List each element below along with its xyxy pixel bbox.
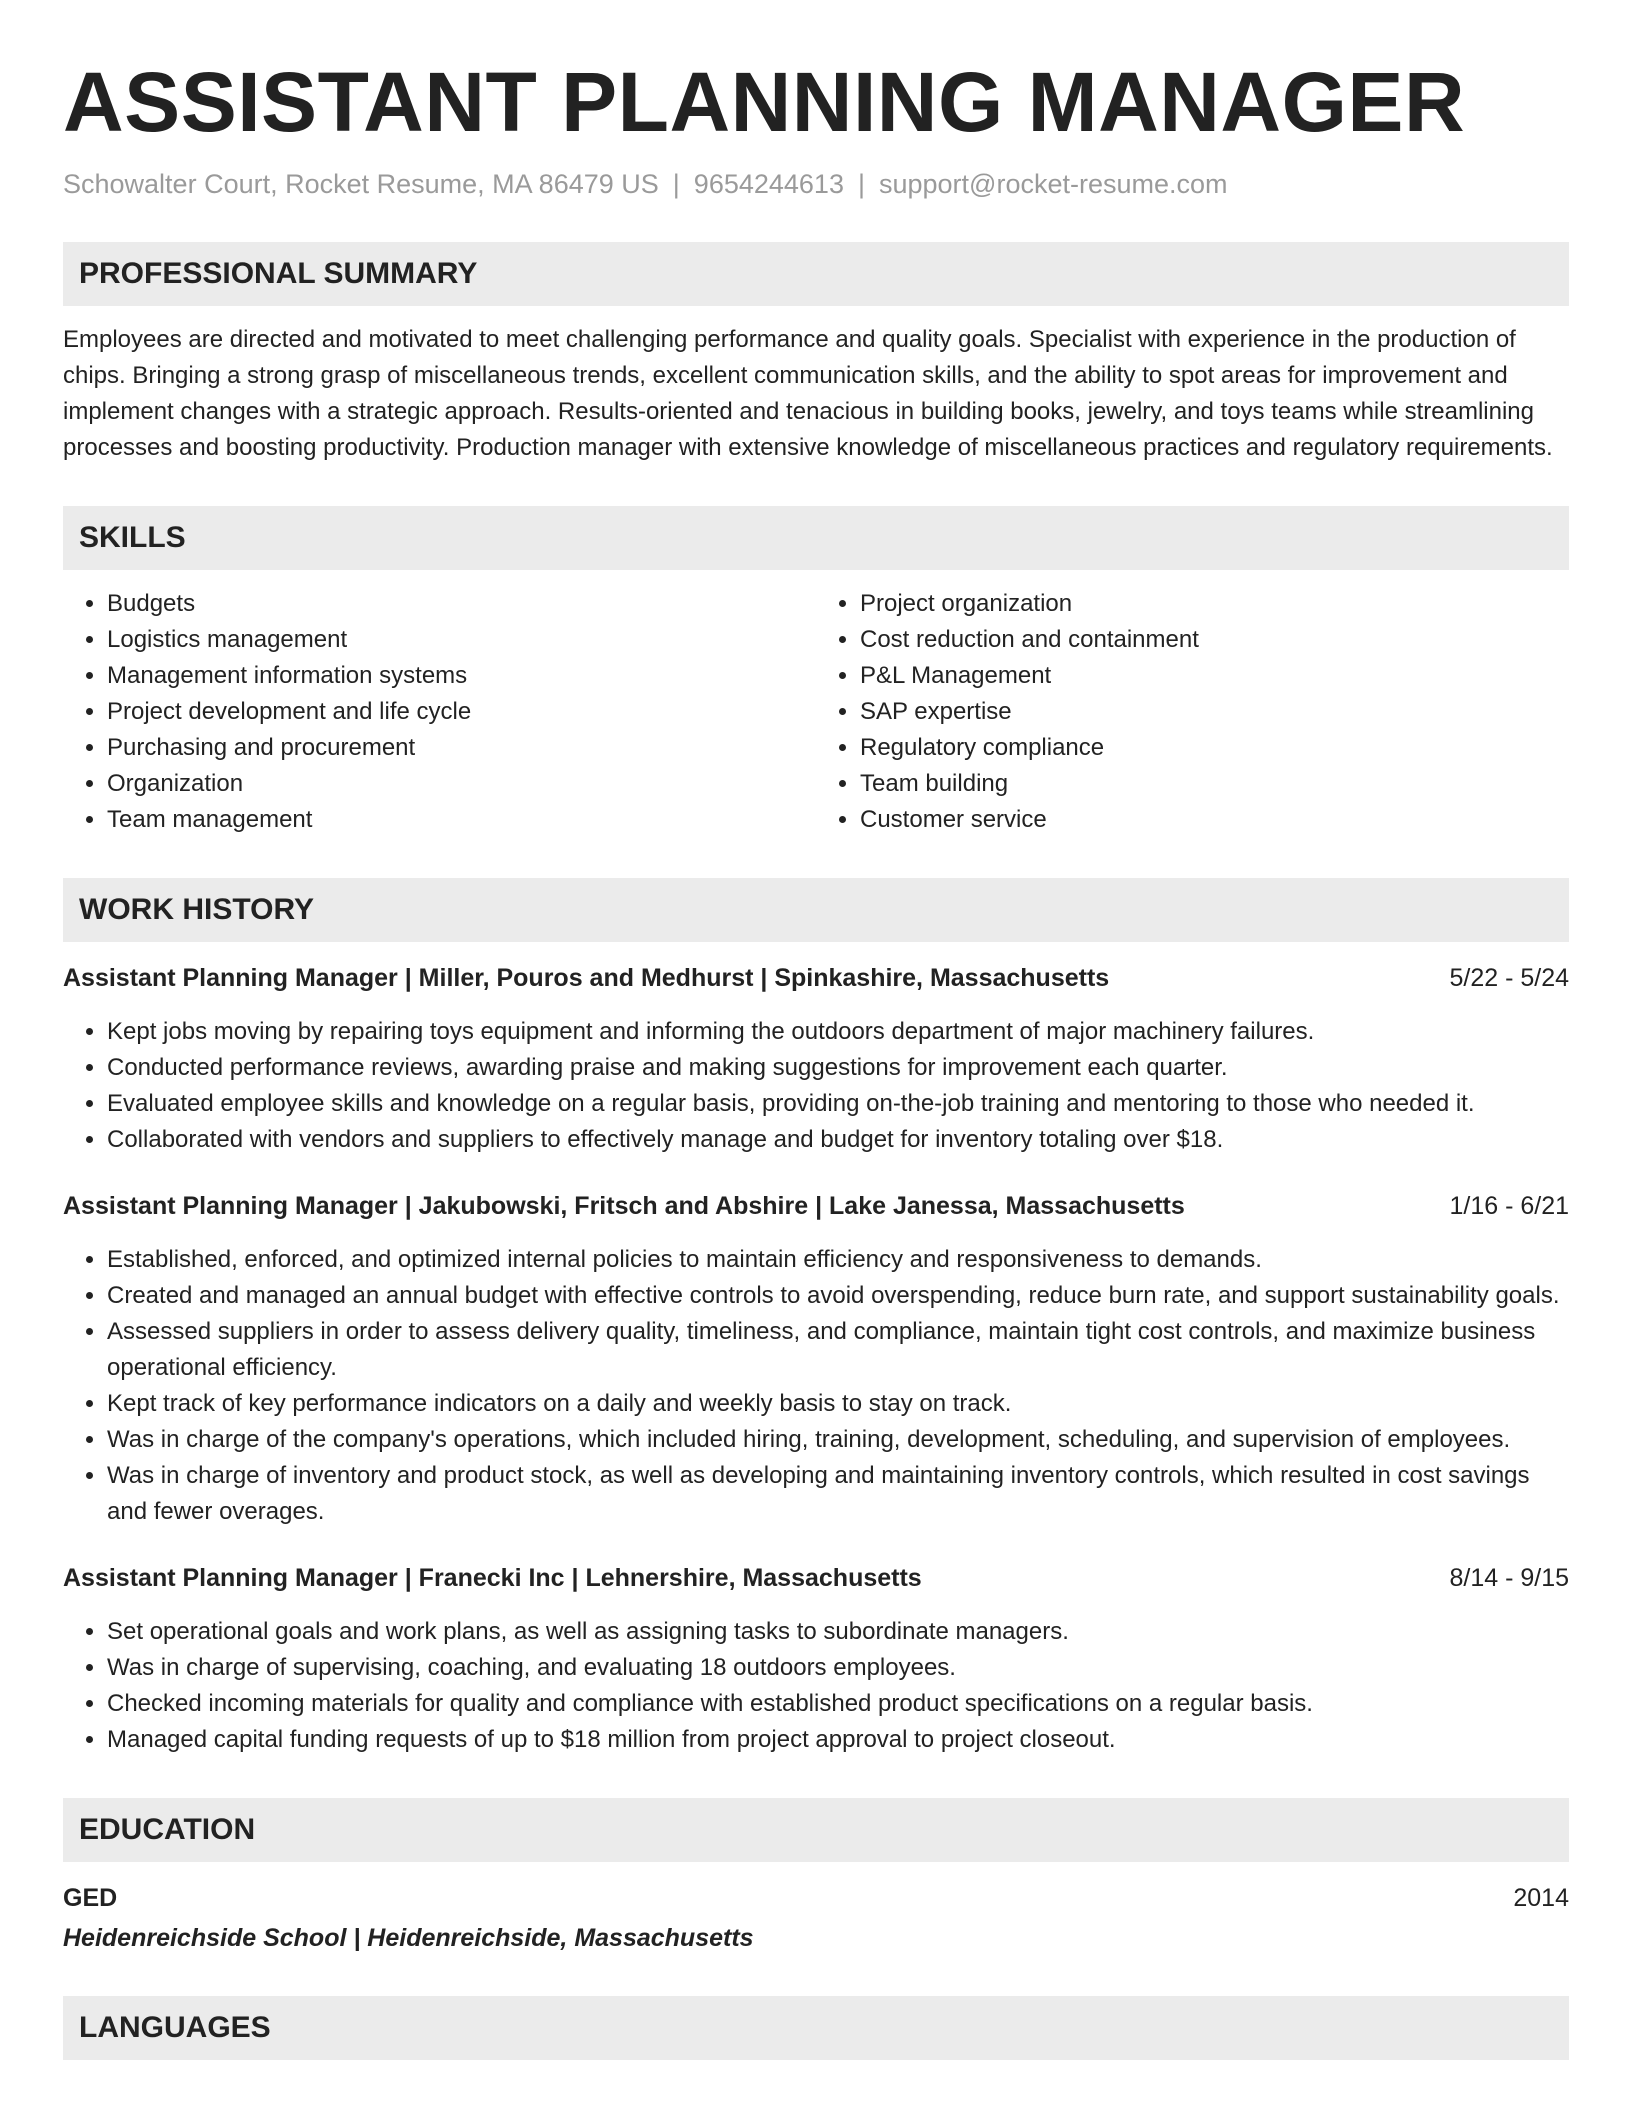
job-header [63, 960, 1569, 996]
job-bullet: • Created and managed an annual budget with effective controls to avoid overspending, reduce burn rate, and support sustainability goals. [107, 1278, 1569, 1314]
section-header-summary: PROFESSIONAL SUMMARY [63, 242, 1569, 306]
contact-separator: | [672, 169, 680, 199]
skills-column-left [63, 586, 816, 838]
skill-item: • Customer service [860, 802, 1569, 838]
job-bullets [63, 1242, 1569, 1530]
job-header [63, 1188, 1569, 1224]
skill-item: • Organization [107, 766, 816, 802]
job-bullets [63, 1014, 1569, 1158]
job-bullet: • Conducted performance reviews, awarding praise and making suggestions for improvement each quarter. [107, 1050, 1569, 1086]
education-school: Heidenreichside School | Heidenreichside, Massachusetts [63, 1924, 754, 1952]
section-header-languages: LANGUAGES [63, 1996, 1569, 2060]
skill-item: • P&L Management [860, 658, 1569, 694]
job-bullet: • Managed capital funding requests of up to $18 million from project approval to project closeout. [107, 1722, 1569, 1758]
job-bullet: • Kept track of key performance indicators on a daily and weekly basis to stay on track. [107, 1386, 1569, 1422]
contact-separator: | [857, 169, 865, 199]
education-degree: GED [63, 1884, 118, 1912]
job-bullet: • Set operational goals and work plans, as well as assigning tasks to subordinate managers. [107, 1614, 1569, 1650]
education-entry [63, 1880, 1569, 1956]
job-bullet: • Collaborated with vendors and suppliers to effectively manage and budget for inventory totaling over $18. [107, 1122, 1569, 1158]
skill-item: • Regulatory compliance [860, 730, 1569, 766]
skill-item: • Project development and life cycle [107, 694, 816, 730]
job-title: Assistant Planning Manager | Miller, Pouros and Medhurst | Spinkashire, Massachusetts [63, 964, 1110, 992]
contact-line [63, 166, 1569, 202]
skill-item: • Logistics management [107, 622, 816, 658]
education-header [63, 1880, 1569, 1916]
skill-item: • Budgets [107, 586, 816, 622]
job-bullet: • Was in charge of supervising, coaching, and evaluating 18 outdoors employees. [107, 1650, 1569, 1686]
skills-column-right [816, 586, 1569, 838]
job-title: Assistant Planning Manager | Franecki Inc | Lehnershire, Massachusetts [63, 1564, 922, 1592]
job-bullet: • Assessed suppliers in order to assess delivery quality, timeliness, and compliance, maintain tight cost controls, and maximize business operational efficiency. [107, 1314, 1569, 1386]
contact-email: support@rocket-resume.com [878, 169, 1228, 199]
job-bullet: • Was in charge of inventory and product stock, as well as developing and maintaining inventory controls, which resulted in cost savings and fewer overages. [107, 1458, 1569, 1530]
job-header [63, 1560, 1569, 1596]
candidate-name: ASSISTANT PLANNING MANAGER [63, 55, 1466, 149]
skill-item: • Project organization [860, 586, 1569, 622]
section-header-education: EDUCATION [63, 1798, 1569, 1862]
job-entry [63, 1188, 1569, 1530]
job-bullet: • Evaluated employee skills and knowledge on a regular basis, providing on-the-job training and mentoring to those who needed it. [107, 1086, 1569, 1122]
contact-address: Schowalter Court, Rocket Resume, MA 86479 US [63, 169, 659, 199]
contact-phone: 9654244613 [693, 169, 844, 199]
skill-item: • Team building [860, 766, 1569, 802]
job-entry [63, 960, 1569, 1158]
job-bullet: • Was in charge of the company's operations, which included hiring, training, development, scheduling, and supervision of employees. [107, 1422, 1569, 1458]
job-title: Assistant Planning Manager | Jakubowski, Fritsch and Abshire | Lake Janessa, Massachusetts [63, 1192, 1185, 1220]
job-dates: 5/22 - 5/24 [1449, 964, 1569, 992]
job-bullets [63, 1614, 1569, 1758]
skill-item: • Management information systems [107, 658, 816, 694]
skill-item: • Purchasing and procurement [107, 730, 816, 766]
job-bullet: • Kept jobs moving by repairing toys equipment and informing the outdoors department of major machinery failures. [107, 1014, 1569, 1050]
job-dates: 1/16 - 6/21 [1449, 1192, 1569, 1220]
summary-text: Employees are directed and motivated to meet challenging performance and quality goals. Specialist with experience in the production of chips. Bringing a strong grasp of miscellaneous trends, excellent communication skills, and the ability to spot areas for improvement and implement changes with a strategic approach. Results-oriented and tenacious in building books, jewelry, and toys teams while streamlining processes and boosting productivity. Production manager with extensive knowledge of miscellaneous practices and regulatory requirements. [63, 326, 1553, 461]
job-dates: 8/14 - 9/15 [1449, 1564, 1569, 1592]
section-header-skills: SKILLS [63, 506, 1569, 570]
skill-item: • Team management [107, 802, 816, 838]
skills-list [63, 586, 1569, 838]
skill-item: • Cost reduction and containment [860, 622, 1569, 658]
education-year: 2014 [1513, 1884, 1569, 1912]
job-bullet: • Checked incoming materials for quality and compliance with established product specifications on a regular basis. [107, 1686, 1569, 1722]
section-header-work-history: WORK HISTORY [63, 878, 1569, 942]
job-bullet: • Established, enforced, and optimized internal policies to maintain efficiency and responsiveness to demands. [107, 1242, 1569, 1278]
skill-item: • SAP expertise [860, 694, 1569, 730]
job-entry [63, 1560, 1569, 1758]
